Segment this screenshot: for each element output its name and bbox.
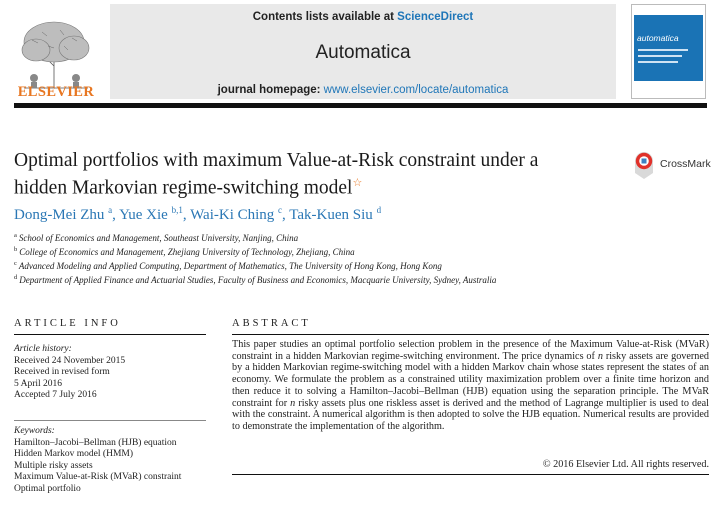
article-info-rule [14, 334, 206, 335]
paper-title [14, 149, 624, 200]
author-affil-sup[interactable]: a [108, 205, 113, 215]
author-name[interactable]: Wai-Ki Ching [190, 207, 275, 223]
keywords-label: Keywords: [14, 426, 55, 436]
keywords-rule [14, 420, 206, 421]
journal-title: Automatica [315, 42, 411, 63]
title-line-2: hidden Markovian regime-switching model [14, 177, 353, 199]
contents-prefix: Contents lists available at [252, 11, 398, 23]
author-list: Dong-Mei Zhu $^a$, Yue Xie $^{b,1}$, Wai-Ki Ching $^c$, Tak-Kuen Siu $^d$ [14, 205, 382, 223]
affiliation-text: Advanced Modeling and Applied Computing, Department of Mathematics, The University of Hong Kong, Hong Kong [18, 261, 442, 271]
abstract-heading: ABSTRACT [232, 318, 311, 329]
crossmark-label[interactable]: CrossMark [660, 158, 711, 170]
title-footnote-star[interactable]: ☆ [352, 177, 363, 189]
history-label: Article history: [14, 344, 72, 354]
history-item: 5 April 2016 [14, 378, 63, 389]
title-line-1: Optimal portfolios with maximum Value-at-Risk constraint under a [14, 150, 539, 171]
affiliation-text: School of Economics and Management, Southeast University, Nanjing, China [18, 233, 299, 243]
cover-line [638, 49, 688, 51]
homepage-line [110, 84, 616, 96]
author-affil-sup[interactable]: d [376, 205, 382, 215]
cover-band [634, 15, 703, 81]
author-affil-sup[interactable]: c [278, 205, 283, 215]
author-affil-sup[interactable]: b,1 [171, 205, 183, 215]
contents-line [110, 11, 616, 23]
affiliation-item [14, 260, 442, 271]
article-info-heading: ARTICLE INFO [14, 318, 121, 329]
author-name[interactable]: Dong-Mei Zhu [14, 207, 105, 223]
homepage-link[interactable]: www.elsevier.com/locate/automatica [323, 84, 509, 96]
affiliation-item [14, 246, 355, 257]
abstract-text-part: risky assets plus one riskless asset is derived and the method of Lagrange multiplier is used to deal with the constraint. A numerical algorithm is then adopted to solve the HJB equation. Numerical results are provided to demonstrate the implementation of the algorithm. [232, 397, 709, 432]
sciencedirect-link[interactable]: ScienceDirect [397, 11, 474, 23]
history-item: Received 24 November 2015 [14, 355, 126, 366]
abstract-math-n: n [290, 397, 296, 409]
copyright: © 2016 Elsevier Ltd. All rights reserved. [542, 459, 709, 470]
affiliation-item [14, 274, 496, 285]
abstract-rule [232, 334, 709, 335]
affiliation-marker: b [14, 246, 18, 253]
cover-title: automatica [637, 33, 679, 43]
affiliation-text: Department of Applied Finance and Actuarial Studies, Faculty of Business and Economics, Macquarie University, Sydney, Australia [19, 275, 497, 285]
affiliation-text: College of Economics and Management, Zhejiang University of Technology, Zhejiang, China [19, 247, 355, 257]
abstract-text-part: This paper studies an optimal portfolio selection problem in the presence of the Maximum Value-at-Risk (MVaR) constraint in a hidden Markovian regime-switching environment. The price dynamics of [232, 339, 709, 362]
affiliation-marker: a [14, 232, 17, 239]
author-name[interactable]: Yue Xie [119, 207, 168, 223]
keyword-item: Hidden Markov model (HMM) [14, 449, 133, 459]
abstract-bottom-rule [232, 474, 709, 475]
article-history [14, 344, 204, 402]
abstract-text-part: risky assets are governed by a hidden Markovian regime-switching model with a hidden Markov chain whose states represent the states of an economy. We formulate the problem as a constrained utility maximization problem over a finite time horizon and then reduce it to solving a Hamilton–Jacobi–Bellman (HJB) equation using the separation principle. The MVaR constraint for [232, 350, 710, 409]
keyword-item: Maximum Value-at-Risk (MVaR) constraint [14, 472, 182, 482]
keyword-item: Multiple risky assets [14, 460, 93, 471]
publisher-name: ELSEVIER [17, 84, 95, 100]
keyword-item: Optimal portfolio [14, 483, 81, 494]
journal-cover-thumbnail[interactable] [631, 4, 706, 99]
crossmark-icon[interactable] [634, 151, 654, 180]
abstract-math-n: n [597, 350, 603, 362]
cover-line [638, 61, 678, 63]
affiliation-marker: c [14, 260, 17, 267]
header-rule [14, 103, 707, 108]
affiliation-marker: d [14, 274, 18, 281]
homepage-label: journal homepage: [217, 84, 321, 96]
abstract-body [232, 339, 709, 433]
history-item: Received in revised form [14, 367, 110, 377]
keywords [14, 426, 214, 495]
affiliation-item [14, 232, 298, 243]
cover-line [638, 55, 682, 57]
keyword-item: Hamilton–Jacobi–Bellman (HJB) equation [14, 437, 177, 448]
history-item: Accepted 7 July 2016 [14, 390, 97, 400]
author-name[interactable]: Tak-Kuen Siu [289, 207, 373, 223]
